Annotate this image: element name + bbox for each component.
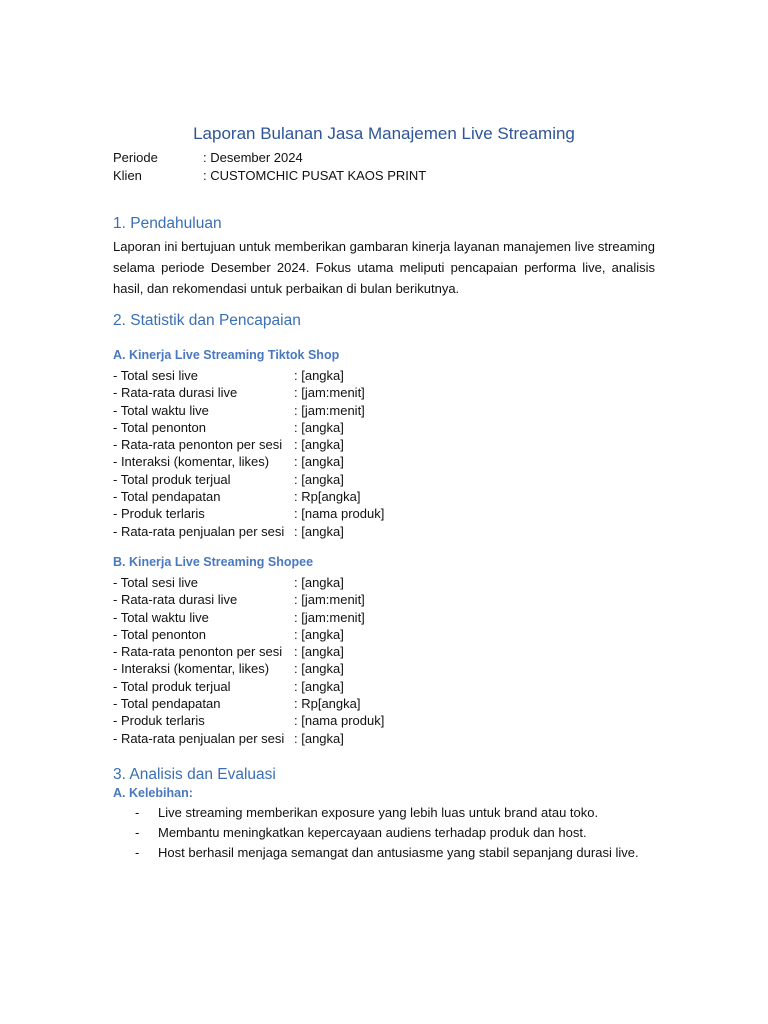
stat-row <box>113 436 384 453</box>
stat-row <box>113 591 384 608</box>
stat-value: : [angka] <box>294 419 344 435</box>
stat-value: : [angka] <box>294 626 344 642</box>
kelebihan-list <box>113 803 639 863</box>
list-item-text: Live streaming memberikan exposure yang lebih luas untuk brand atau toko. <box>158 805 599 820</box>
stat-value: : [angka] <box>294 437 344 453</box>
meta-label: Klien <box>113 168 142 183</box>
subheading-shopee: B. Kinerja Live Streaming Shopee <box>113 555 314 569</box>
section-heading-statistik: 2. Statistik dan Pencapaian <box>113 312 301 329</box>
meta-label: Periode <box>113 150 158 165</box>
stat-row <box>113 660 384 677</box>
stat-label: - Rata-rata penjualan per sesi <box>113 730 285 746</box>
meta-row-periode <box>113 149 426 167</box>
intro-paragraph: Laporan ini bertujuan untuk memberikan gambaran kinerja layanan manajemen live streaming selama periode Desember 2024. Fokus utama meliputi pencapaian performa live, analisis hasil, dan rekomendasi untuk perbaikan di bulan berikutnya. <box>113 239 655 296</box>
stat-row <box>113 505 384 522</box>
stat-label: - Interaksi (komentar, likes) <box>113 454 270 470</box>
stat-label: - Total sesi live <box>113 575 199 590</box>
stat-label: - Produk terlaris <box>113 506 205 522</box>
bullet-dash: - <box>135 805 140 820</box>
stat-value: : [angka] <box>294 454 344 470</box>
stat-value: : [angka] <box>294 678 344 694</box>
stat-value: : [angka] <box>294 471 344 487</box>
stat-label: - Interaksi (komentar, likes) <box>113 661 270 677</box>
stat-value: : [angka] <box>294 523 344 539</box>
stat-value: : [jam:menit] <box>294 385 365 401</box>
list-item <box>113 843 639 863</box>
subheading-kelebihan: A. Kelebihan: <box>113 786 193 800</box>
stat-row <box>113 367 384 384</box>
meta-row-klien <box>113 167 426 185</box>
stat-label: - Rata-rata durasi live <box>113 385 238 401</box>
stat-value: : [jam:menit] <box>294 609 365 625</box>
list-item <box>113 803 639 823</box>
stat-label: - Total sesi live <box>113 368 199 383</box>
stat-label: - Total waktu live <box>113 402 209 418</box>
subheading-tiktok: A. Kinerja Live Streaming Tiktok Shop <box>113 348 340 362</box>
stat-value: : [angka] <box>294 730 344 746</box>
section-heading-pendahuluan: 1. Pendahuluan <box>113 215 222 232</box>
stats-list-shopee <box>113 574 384 747</box>
stats-list-tiktok <box>113 367 384 540</box>
stat-row <box>113 384 384 401</box>
list-item <box>113 823 639 843</box>
stat-row <box>113 712 384 729</box>
stat-label: - Total penonton <box>113 626 206 642</box>
stat-row <box>113 453 384 470</box>
stat-label: - Total produk terjual <box>113 678 231 694</box>
stat-row <box>113 730 384 747</box>
stat-row <box>113 609 384 626</box>
stat-row <box>113 419 384 436</box>
stat-value: : Rp[angka] <box>294 489 361 505</box>
stat-row <box>113 574 384 591</box>
stat-label: - Rata-rata penonton per sesi <box>113 644 283 660</box>
stat-row <box>113 695 384 712</box>
stat-label: - Total penonton <box>113 419 206 435</box>
stat-label: - Produk terlaris <box>113 713 205 729</box>
stat-value: : [angka] <box>294 644 344 660</box>
stat-row <box>113 471 384 488</box>
stat-value: : [nama produk] <box>294 713 385 729</box>
stat-label: - Total produk terjual <box>113 471 231 487</box>
stat-label: - Total waktu live <box>113 609 209 625</box>
stat-value: : Rp[angka] <box>294 696 361 712</box>
stat-row <box>113 678 384 695</box>
stat-row <box>113 488 384 505</box>
stat-value: : [jam:menit] <box>294 592 365 608</box>
meta-value: : CUSTOMCHIC PUSAT KAOS PRINT <box>203 168 427 183</box>
stat-row <box>113 402 384 419</box>
stat-label: - Total pendapatan <box>113 696 221 712</box>
list-item-text: Host berhasil menjaga semangat dan antusiasme yang stabil sepanjang durasi live. <box>158 845 639 860</box>
section-heading-analisis: 3. Analisis dan Evaluasi <box>113 766 276 783</box>
stat-label: - Total pendapatan <box>113 489 221 505</box>
meta-block <box>113 149 426 185</box>
stat-row <box>113 626 384 643</box>
stat-label: - Rata-rata durasi live <box>113 592 238 608</box>
stat-row <box>113 523 384 540</box>
stat-value: : [jam:menit] <box>294 402 365 418</box>
stat-value: : [nama produk] <box>294 506 385 522</box>
meta-value: : Desember 2024 <box>203 150 303 165</box>
document-title: Laporan Bulanan Jasa Manajemen Live Streaming <box>193 124 575 143</box>
stat-value: : [angka] <box>294 368 344 383</box>
bullet-dash: - <box>135 825 140 840</box>
stat-row <box>113 643 384 660</box>
stat-label: - Rata-rata penonton per sesi <box>113 437 283 453</box>
stat-value: : [angka] <box>294 661 344 677</box>
list-item-text: Membantu meningkatkan kepercayaan audiens terhadap produk dan host. <box>158 825 587 840</box>
stat-label: - Rata-rata penjualan per sesi <box>113 523 285 539</box>
bullet-dash: - <box>135 845 140 860</box>
stat-value: : [angka] <box>294 575 344 590</box>
